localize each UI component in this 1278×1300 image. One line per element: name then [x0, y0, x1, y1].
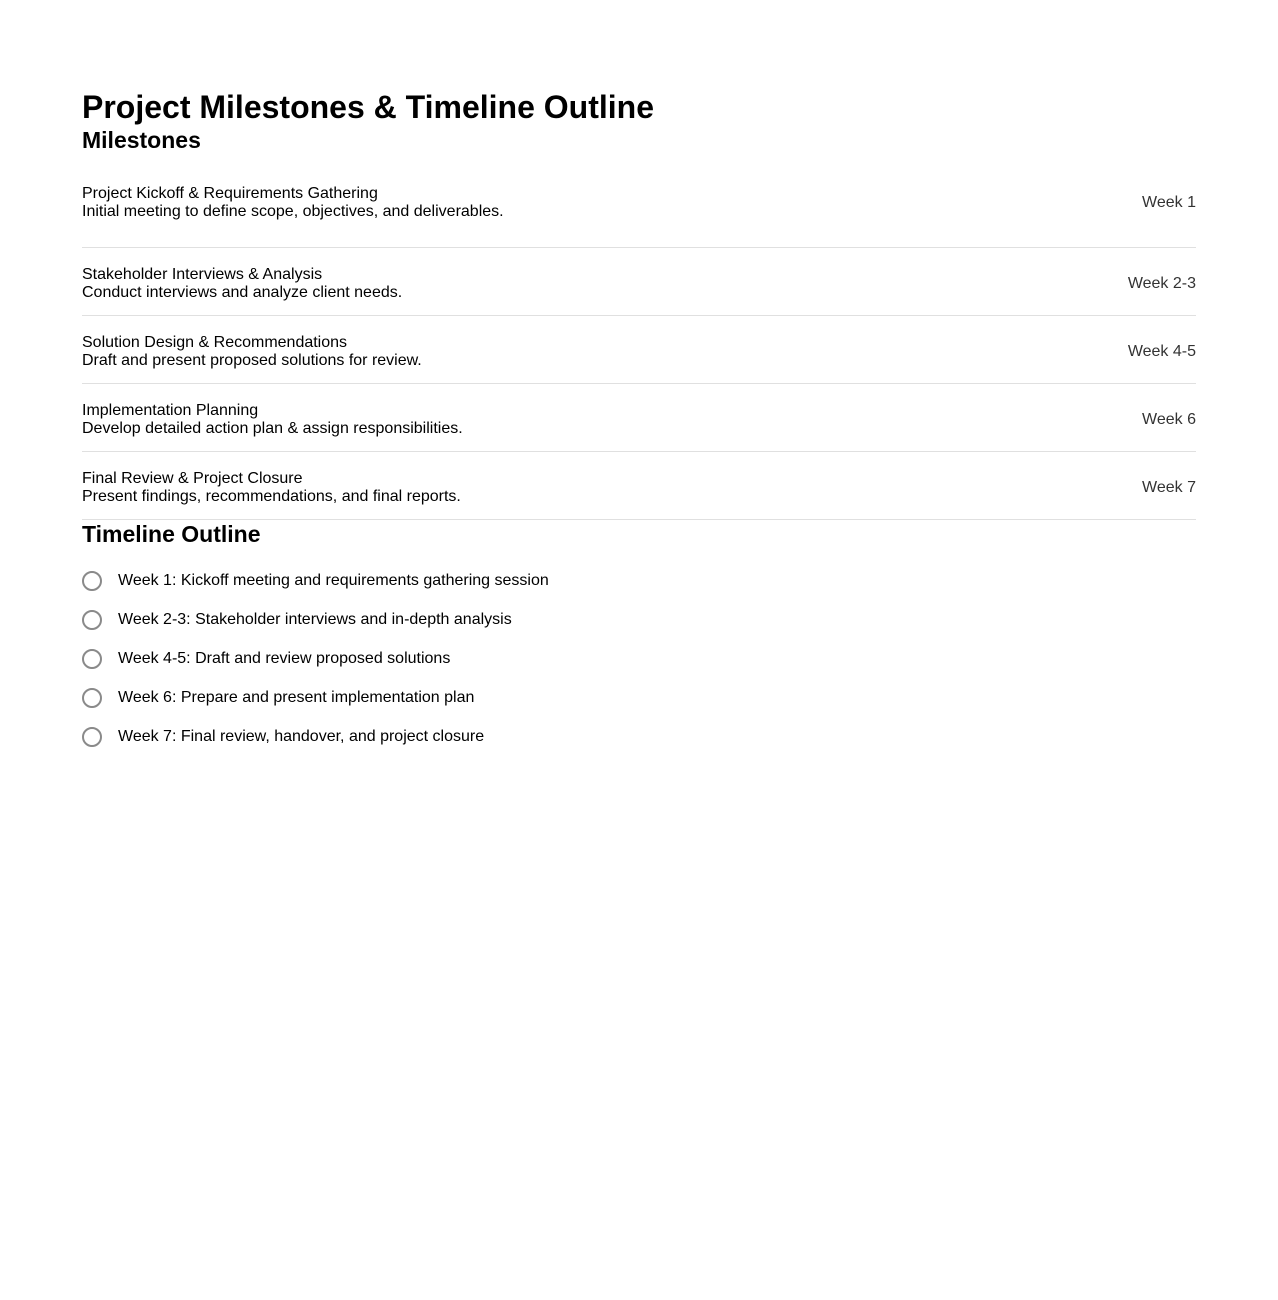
timeline-item[interactable] [82, 561, 1196, 600]
radio-circle-icon[interactable] [82, 571, 102, 591]
timeline-item-label: Week 4-5: Draft and review proposed solutions [118, 649, 451, 667]
milestone-text [82, 266, 402, 302]
milestone-description: Present findings, recommendations, and final reports. [82, 487, 461, 505]
timeline-item[interactable] [82, 600, 1196, 639]
milestone-name: Implementation Planning [82, 401, 259, 419]
milestone-description: Draft and present proposed solutions for review. [82, 351, 422, 369]
timeline-heading: Timeline Outline [82, 521, 261, 547]
radio-circle-icon[interactable] [82, 727, 102, 747]
radio-circle-icon[interactable] [82, 688, 102, 708]
radio-circle-icon[interactable] [82, 649, 102, 669]
milestone-row [82, 185, 1196, 248]
milestone-name: Final Review & Project Closure [82, 469, 303, 487]
timeline-item-label: Week 6: Prepare and present implementation plan [118, 688, 475, 706]
milestone-description: Initial meeting to define scope, objectives, and deliverables. [82, 203, 504, 220]
milestone-description: Conduct interviews and analyze client needs. [82, 283, 403, 301]
milestone-week: Week 6 [1142, 410, 1196, 428]
timeline-item-label: Week 1: Kickoff meeting and requirements gathering session [118, 571, 549, 589]
milestone-list [82, 185, 1196, 520]
timeline-item-label: Week 2-3: Stakeholder interviews and in-depth analysis [118, 610, 512, 628]
milestone-row [82, 248, 1196, 316]
milestone-description: Develop detailed action plan & assign responsibilities. [82, 419, 463, 437]
timeline-item[interactable] [82, 717, 1196, 756]
milestone-text [82, 470, 461, 506]
milestone-week: Week 7 [1142, 478, 1196, 496]
milestone-name: Solution Design & Recommendations [82, 333, 348, 351]
timeline-list [82, 561, 1196, 756]
timeline-item-label: Week 7: Final review, handover, and project closure [118, 727, 485, 745]
milestone-text [82, 185, 504, 221]
milestone-name: Project Kickoff & Requirements Gathering [82, 185, 378, 202]
milestone-name: Stakeholder Interviews & Analysis [82, 265, 323, 283]
milestone-week: Week 1 [1142, 194, 1196, 211]
timeline-item[interactable] [82, 639, 1196, 678]
milestone-row [82, 316, 1196, 384]
milestone-text [82, 334, 422, 370]
milestone-week: Week 4-5 [1127, 342, 1196, 360]
page-title: Project Milestones & Timeline Outline [82, 89, 654, 125]
timeline-item[interactable] [82, 678, 1196, 717]
milestone-row [82, 452, 1196, 520]
milestone-week: Week 2-3 [1127, 274, 1196, 292]
milestone-text [82, 402, 463, 438]
milestones-heading: Milestones [82, 127, 201, 153]
radio-circle-icon[interactable] [82, 610, 102, 630]
milestone-row [82, 384, 1196, 452]
